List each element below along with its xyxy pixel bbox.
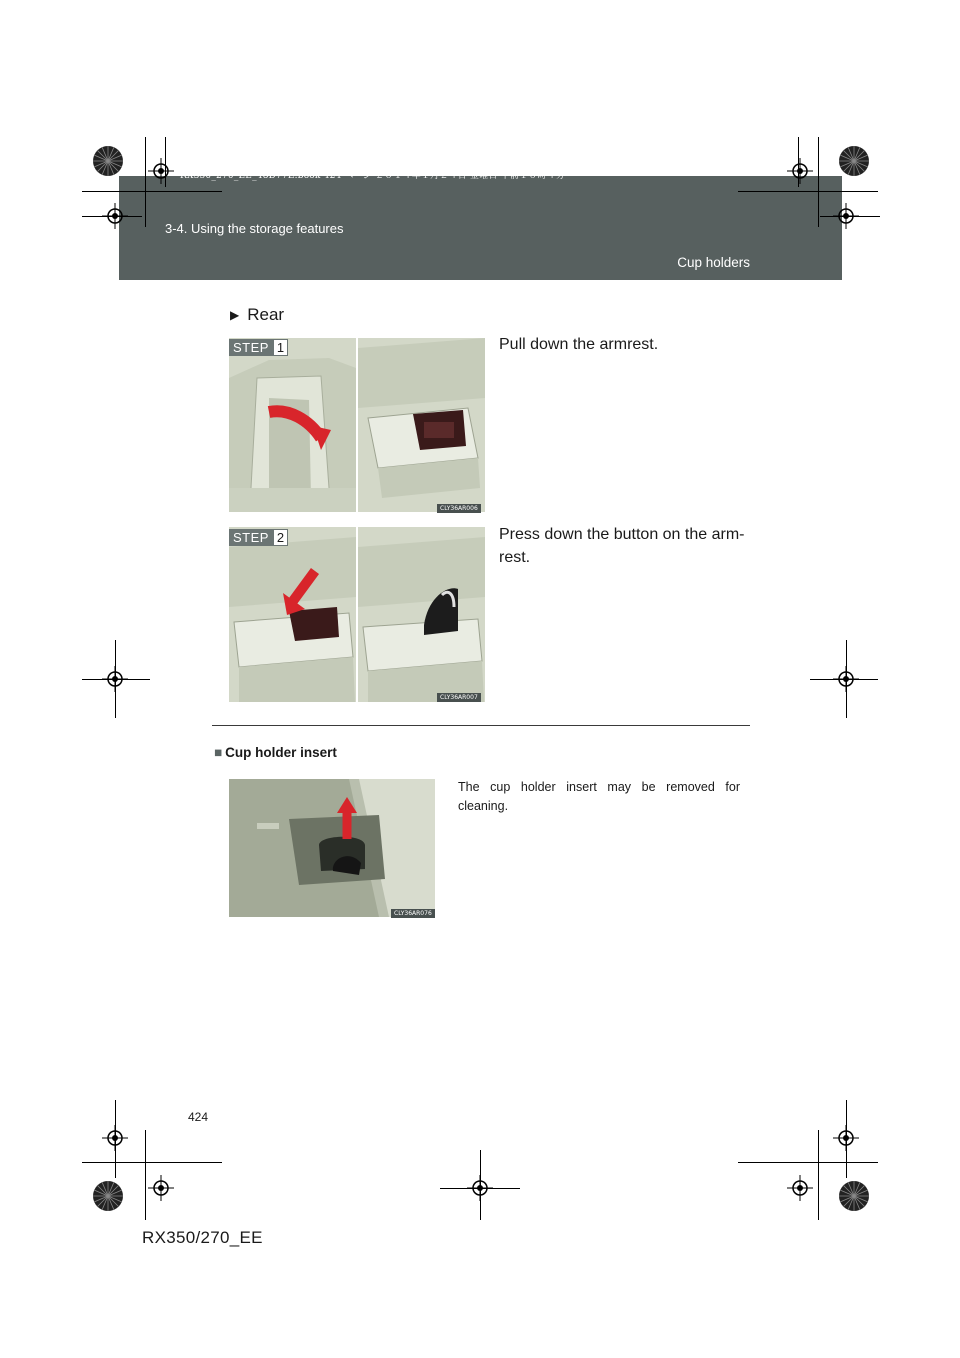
step1-image-right [358, 338, 485, 512]
registration-wheel-icon [838, 145, 870, 177]
page-topic: Cup holders [677, 255, 750, 270]
crosshair-icon [833, 666, 859, 692]
step1-image-left [229, 338, 356, 512]
step1-image-code: CLY36AR006 [437, 504, 481, 513]
step1-text: Pull down the armrest. [499, 336, 659, 353]
crosshair-icon [102, 203, 128, 229]
crosshair-icon [102, 666, 128, 692]
crosshair-icon [467, 1175, 493, 1201]
step2-image-left [229, 527, 356, 702]
registration-wheel-icon [838, 1180, 870, 1212]
step2-image-code: CLY36AR007 [437, 693, 481, 702]
crosshair-icon [787, 1175, 813, 1201]
crosshair-icon [148, 1175, 174, 1201]
note-text: The cup holder insert may be removed for cleaning. [458, 780, 740, 813]
step2-image-right [358, 527, 485, 702]
note-heading: ■ Cup holder insert [214, 745, 337, 760]
triangle-bullet-icon: ▶ [230, 308, 240, 322]
registration-wheel-icon [92, 145, 124, 177]
crosshair-icon [102, 1125, 128, 1151]
registration-wheel-icon [92, 1180, 124, 1212]
crosshair-icon [833, 203, 859, 229]
crosshair-icon [787, 158, 813, 184]
square-bullet-icon: ■ [214, 745, 223, 760]
step2-badge: STEP 2 [229, 529, 288, 546]
crosshair-icon [148, 158, 174, 184]
section-title: 3-4. Using the storage features [165, 221, 344, 236]
note-image-code: CLY36AR076 [391, 909, 435, 918]
crosshair-icon [833, 1125, 859, 1151]
step1-badge: STEP 1 [229, 339, 288, 356]
model-code: RX350/270_EE [142, 1228, 263, 1247]
note-image [229, 779, 435, 917]
subhead-rear: ▶ Rear [230, 305, 285, 324]
book-file-line: RX350_270_EE_48D77E.book 424 ページ ２０１４年１月２４日 金曜日 午前１０時４分 [180, 171, 566, 181]
page-number: 424 [188, 1110, 209, 1124]
section-divider [212, 725, 750, 726]
step2-text: Press down the button on the arm-rest. [499, 526, 745, 566]
